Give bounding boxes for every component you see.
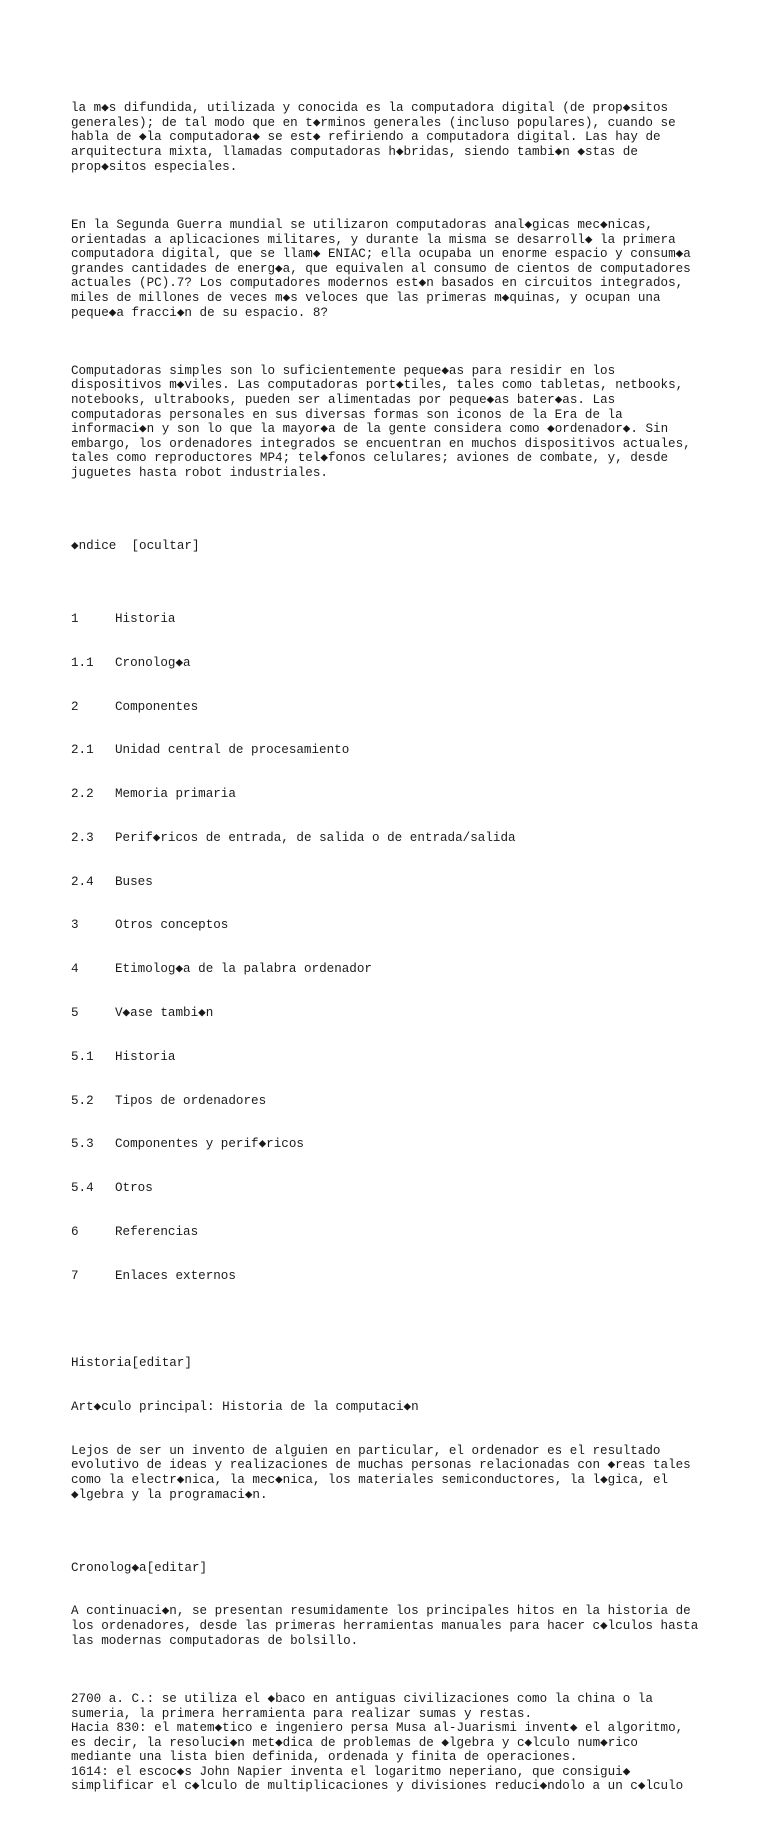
toc-item[interactable] <box>71 1006 751 1021</box>
toc-item-label: Historia <box>115 611 176 626</box>
toc-item[interactable] <box>71 743 751 758</box>
toc-item-label: Memoria primaria <box>115 787 236 802</box>
intro-paragraph-2: En la Segunda Guerra mundial se utilizaron computadoras anal◆gicas mec◆nicas, orientadas a aplicaciones militares, y durante la misma se desarroll◆ la primera computadora digital, que se llam◆ ENIAC; ella ocupaba un enorme espacio y consum◆a grandes cantidades de energ◆a, que equivalen al consumo de cientos de computadores actuales (PC).7? Los computadores modernos est◆n basados en circuitos integrados, miles de millones de veces m◆s veloces que las primeras m◆quinas, y ocupan una peque◆a fracci◆n de su espacio. 8? <box>71 217 691 320</box>
toc-list <box>71 583 751 1313</box>
historia-paragraph: Lejos de ser un invento de alguien en particular, el ordenador es el resultado evolutivo de ideas y realizaciones de muchas personas relacionadas con ◆reas tales como la electr◆nica, la mec◆nica, los materiales semiconductores, la l◆gica, el ◆lgebra y la programaci◆n. <box>71 1443 691 1502</box>
toc-item[interactable] <box>71 1094 751 1109</box>
toc-item-number: 3 <box>71 918 79 933</box>
toc-item-number: 5.2 <box>71 1093 94 1108</box>
toc-item-label: Componentes <box>115 699 199 714</box>
toc-item[interactable] <box>71 656 751 671</box>
toc-item-label: Enlaces externos <box>115 1268 236 1283</box>
toc-item[interactable] <box>71 962 751 977</box>
toc-item-number: 1 <box>71 611 79 626</box>
toc-item-number: 4 <box>71 962 79 977</box>
toc-item[interactable] <box>71 918 751 933</box>
toc-item-label: Cronolog◆a <box>115 655 191 670</box>
toc-item[interactable] <box>71 1225 751 1240</box>
toc-item-number: 2.2 <box>71 787 94 802</box>
toc-item-label: Historia <box>115 1049 176 1064</box>
toc-item-number: 2.1 <box>71 743 94 758</box>
cronologia-paragraph: A continuaci◆n, se presentan resumidamente los principales hitos en la historia de los ordenadores, desde las primeras herramientas manuales para hacer c◆lculos hasta las modernas computadoras de bolsillo. <box>71 1604 699 1648</box>
toc-item[interactable] <box>71 1050 751 1065</box>
toc-item-label: Buses <box>115 874 153 889</box>
toc-item-number: 5.1 <box>71 1049 94 1064</box>
document-text <box>71 72 751 1823</box>
main-article-link[interactable]: Art◆culo principal: Historia de la computaci◆n <box>71 1400 419 1415</box>
toc-item-number: 2.3 <box>71 830 94 845</box>
toc-item-label: Componentes y perif◆ricos <box>115 1137 304 1152</box>
toc-header: ◆ndice [ocultar] <box>71 539 200 553</box>
historia-heading: Historia[editar] <box>71 1356 192 1371</box>
toc-item[interactable] <box>71 1137 751 1152</box>
toc-item-label: Otros <box>115 1181 153 1196</box>
toc-item-number: 5 <box>71 1006 79 1020</box>
cronologia-entries: 2700 a. C.: se utiliza el ◆baco en antiguas civilizaciones como la china o la sumeria, la primera herramienta para realizar sumas y restas. Hacia 830: el matem◆tico e ingeniero persa Musa al-Juarismi invent◆ el algoritmo, es decir, la resoluci◆n met◆dica de problemas de ◆lgebra y c◆lculo num◆rico mediante una lista bien definida, ordenada y finita de operaciones. 1614: el escoc◆s John Napier inventa el logaritmo neperiano, que consigui◆ simplificar el c◆lculo de multiplicaciones y divisiones reduci◆ndolo a un c◆lculo <box>71 1691 684 1794</box>
intro-paragraph-3: Computadoras simples son lo suficientemente peque◆as para residir en los dispositivos m◆viles. Las computadoras port◆tiles, tales como tabletas, netbooks, notebooks, ultrabooks, pueden ser alimentadas por peque◆as bater◆as. Las computadoras personales en sus diversas formas son iconos de la Era de la informaci◆n y son lo que la mayor◆a de la gente considera como ◆ordenador◆. Sin embargo, los ordenadores integrados se encuentran en muchos dispositivos actuales, tales como reproductores MP4; tel◆fonos celulares; aviones de combate, y, desde juguetes hasta robot industriales. <box>71 363 691 481</box>
toc-item-number: 6 <box>71 1224 79 1239</box>
toc-item-label: Tipos de ordenadores <box>115 1093 267 1108</box>
toc-item-label: Unidad central de procesamiento <box>115 743 350 758</box>
toc-item-label: Otros conceptos <box>115 918 229 933</box>
toc-item-number: 5.3 <box>71 1137 94 1152</box>
toc-item-label: V◆ase tambi◆n <box>115 1006 214 1020</box>
intro-paragraph-1: la m◆s difundida, utilizada y conocida es la computadora digital (de prop◆sitos generales); de tal modo que en t◆rminos generales (incluso populares), cuando se habla de ◆la computadora◆ se est◆ refiriendo a computadora digital. Las hay de arquitectura mixta, llamadas computadoras h◆bridas, siendo tambi◆n ◆stas de prop◆sitos especiales. <box>71 101 676 174</box>
toc-item-number: 1.1 <box>71 655 94 670</box>
toc-item-label: Etimolog◆a de la palabra ordenador <box>115 962 372 977</box>
toc-item-label: Referencias <box>115 1224 199 1239</box>
toc-item[interactable] <box>71 1269 751 1284</box>
toc-item-number: 5.4 <box>71 1181 94 1196</box>
toc-item-number: 2.4 <box>71 874 94 889</box>
toc-item[interactable] <box>71 700 751 715</box>
toc-item[interactable] <box>71 875 751 890</box>
cronologia-heading: Cronolog◆a[editar] <box>71 1560 208 1575</box>
toc-item[interactable] <box>71 831 751 846</box>
toc-item[interactable] <box>71 1181 751 1196</box>
toc-item-number: 2 <box>71 699 79 714</box>
toc-item[interactable] <box>71 612 751 627</box>
toc-item-number: 7 <box>71 1268 79 1283</box>
toc-item[interactable] <box>71 787 751 802</box>
toc-item-label: Perif◆ricos de entrada, de salida o de entrada/salida <box>115 830 516 845</box>
